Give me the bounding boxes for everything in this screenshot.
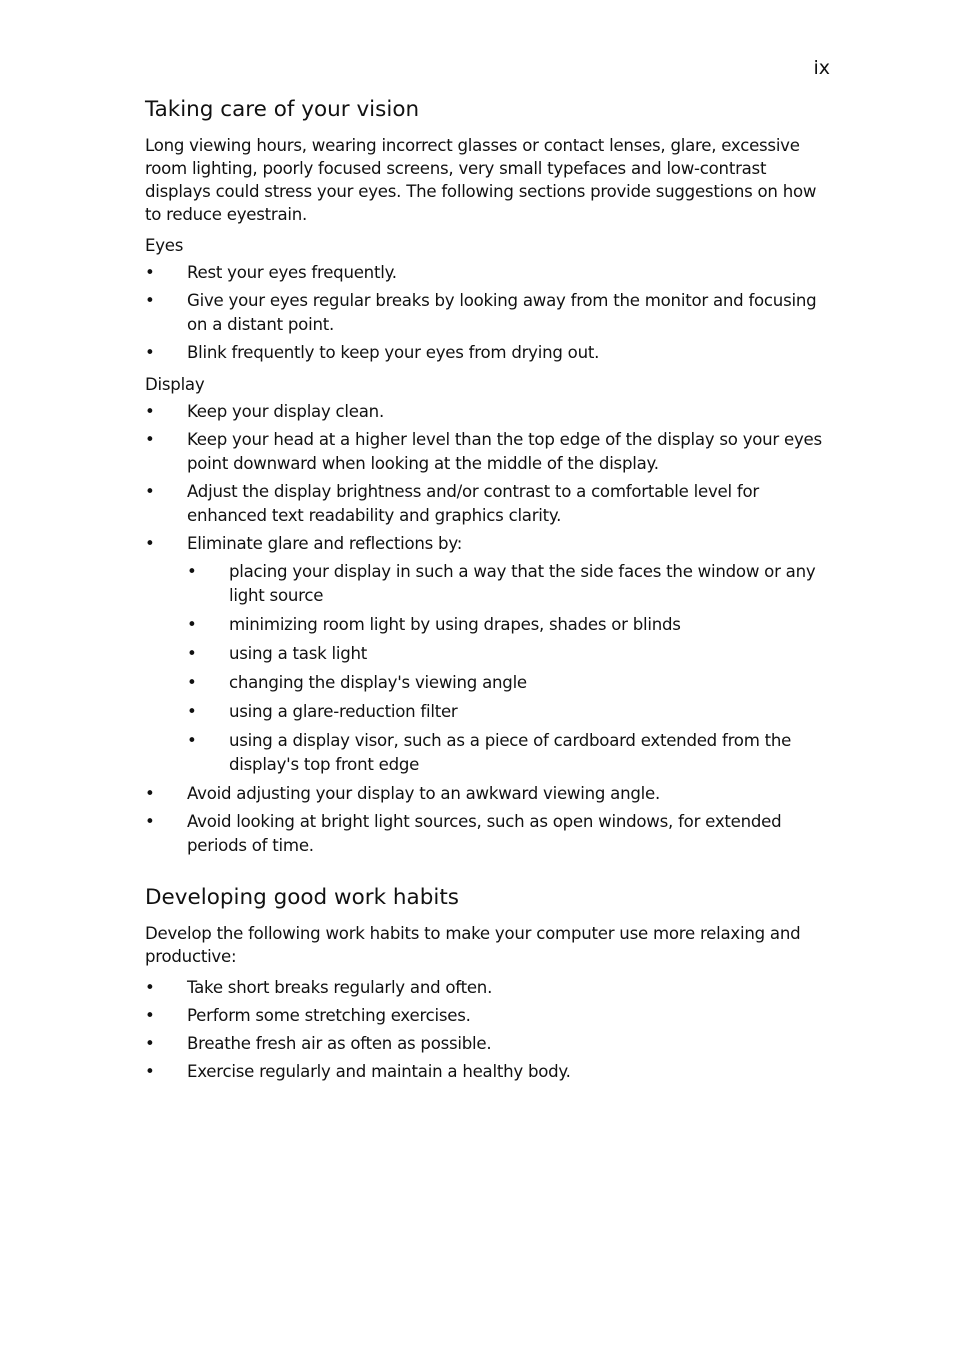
list-item: • Give your eyes regular breaks by looking away from the monitor and focusing on a distant point. bbox=[145, 289, 831, 337]
list-item: • Blink frequently to keep your eyes from drying out. bbox=[145, 341, 831, 365]
sublist-item: • using a task light bbox=[187, 642, 831, 666]
sublist-item: • using a glare-reduction filter bbox=[187, 700, 831, 724]
page-number: ix bbox=[813, 57, 830, 79]
section-title-vision: Taking care of your vision bbox=[145, 97, 420, 122]
work-habits-intro-paragraph: Develop the following work habits to make your computer use more relaxing and productive: bbox=[145, 924, 801, 966]
display-list bbox=[145, 400, 831, 858]
sublist-item: • placing your display in such a way that the side faces the window or any light source bbox=[187, 560, 831, 608]
sublist-item: • minimizing room light by using drapes, shades or blinds bbox=[187, 613, 831, 637]
list-item: • Exercise regularly and maintain a healthy body. bbox=[145, 1060, 831, 1084]
list-item: • Avoid looking at bright light sources, such as open windows, for extended periods of time. bbox=[145, 810, 831, 858]
glare-item-label: Eliminate glare and reflections by: bbox=[187, 534, 463, 553]
display-subheading: Display bbox=[145, 375, 205, 394]
section-title-work-habits: Developing good work habits bbox=[145, 885, 459, 910]
list-item: • Adjust the display brightness and/or contrast to a comfortable level for enhanced text readability and graphics clarity. bbox=[145, 480, 831, 528]
sublist-item: • using a display visor, such as a piece of cardboard extended from the display's top front edge bbox=[187, 729, 831, 777]
eyes-list bbox=[145, 261, 831, 365]
list-item: • Breathe fresh air as often as possible. bbox=[145, 1032, 831, 1056]
list-item: • Keep your head at a higher level than the top edge of the display so your eyes point downward when looking at the middle of the display. bbox=[145, 428, 831, 476]
list-item: • Avoid adjusting your display to an awkward viewing angle. bbox=[145, 782, 831, 806]
list-item: • Perform some stretching exercises. bbox=[145, 1004, 831, 1028]
list-item-glare bbox=[145, 532, 831, 777]
list-item: • Keep your display clean. bbox=[145, 400, 831, 424]
glare-sublist bbox=[187, 560, 831, 777]
eyes-subheading: Eyes bbox=[145, 236, 184, 255]
vision-intro-paragraph: Long viewing hours, wearing incorrect glasses or contact lenses, glare, excessive room lighting, poorly focused screens, very small typefaces and low-contrast displays could stress your eyes. The following sections provide suggestions on how to reduce eyestrain. bbox=[145, 136, 817, 224]
sublist-item: • changing the display's viewing angle bbox=[187, 671, 831, 695]
list-item: • Rest your eyes frequently. bbox=[145, 261, 831, 285]
page-content bbox=[145, 96, 831, 1092]
list-item: • Take short breaks regularly and often. bbox=[145, 976, 831, 1000]
work-habits-list bbox=[145, 976, 831, 1084]
